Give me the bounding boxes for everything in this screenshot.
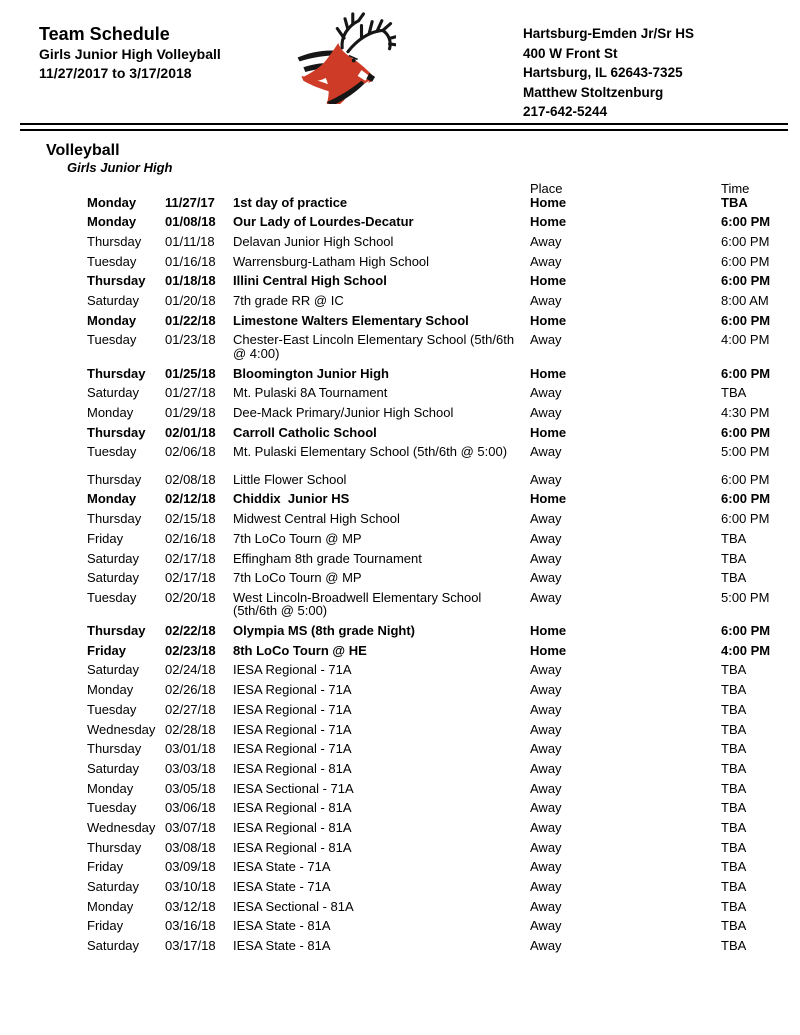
row-time: 5:00 PM	[721, 444, 770, 460]
row-date: 02/15/18	[165, 511, 216, 527]
schedule-row	[87, 235, 800, 249]
schedule-row	[87, 215, 800, 229]
row-place: Away	[530, 918, 562, 934]
row-date: 02/12/18	[165, 491, 216, 507]
row-day: Monday	[87, 312, 137, 328]
row-place: Away	[530, 471, 562, 487]
row-date: 01/23/18	[165, 332, 216, 348]
row-day: Saturday	[87, 879, 140, 894]
schedule-row	[87, 624, 800, 638]
schedule-row	[87, 742, 800, 756]
schedule-row	[87, 880, 800, 894]
row-place: Away	[530, 385, 562, 401]
stag-head-logo-icon	[296, 12, 396, 104]
row-place: Home	[530, 491, 567, 507]
row-place: Away	[530, 662, 562, 678]
row-time: TBA	[721, 530, 747, 546]
row-opponent: IESA Sectional - 71A	[233, 780, 354, 796]
row-day: Monday	[87, 898, 134, 914]
row-opponent: Our Lady of Lourdes-Decatur	[233, 214, 414, 230]
school-city: Hartsburg, IL 62643-7325	[523, 65, 683, 80]
row-opponent: IESA Sectional - 81A	[233, 898, 354, 914]
row-date: 02/01/18	[165, 424, 216, 440]
row-time: TBA	[721, 682, 747, 698]
row-day: Friday	[87, 918, 124, 934]
row-day: Thursday	[87, 365, 146, 381]
row-time: TBA	[721, 800, 747, 816]
school-street: 400 W Front St	[523, 45, 618, 61]
row-time: TBA	[721, 385, 747, 401]
row-opponent: Chester-East Lincoln Elementary School (5th/6th @ 4:00)	[233, 332, 518, 361]
contact-name: Matthew Stoltzenburg	[523, 84, 664, 100]
row-opponent: Warrensburg-Latham High School	[233, 253, 430, 269]
schedule-rows	[87, 196, 800, 953]
row-time: 4:00 PM	[721, 332, 770, 348]
row-day: Saturday	[87, 662, 140, 678]
row-date: 03/07/18	[165, 819, 216, 835]
row-day: Thursday	[87, 511, 142, 527]
row-day: Saturday	[87, 570, 140, 586]
schedule-row	[87, 274, 800, 288]
row-day: Friday	[87, 859, 124, 875]
row-day: Thursday	[87, 741, 142, 757]
row-place: Away	[530, 741, 562, 757]
row-day: Monday	[87, 194, 137, 210]
row-time: 6:00 PM	[721, 253, 770, 269]
row-place: Home	[530, 273, 567, 289]
row-place: Away	[530, 511, 562, 527]
row-time: 6:00 PM	[721, 623, 771, 639]
schedule-row	[87, 386, 800, 400]
row-date: 02/27/18	[165, 701, 216, 717]
schedule-row	[87, 939, 800, 953]
row-day: Monday	[87, 682, 134, 698]
row-day: Thursday	[87, 273, 146, 289]
row-date: 03/17/18	[165, 938, 216, 954]
row-time: TBA	[721, 879, 747, 894]
row-day: Wednesday	[87, 721, 156, 737]
row-time: TBA	[721, 721, 747, 737]
row-day: Monday	[87, 491, 137, 507]
row-place: Away	[530, 819, 562, 835]
row-day: Tuesday	[87, 444, 137, 460]
row-place: Away	[530, 444, 562, 460]
schedule-row	[87, 821, 800, 835]
schedule-row	[87, 782, 800, 796]
schedule-row	[87, 367, 800, 381]
row-opponent: Little Flower School	[233, 471, 347, 487]
row-date: 02/23/18	[165, 642, 216, 658]
row-time: 6:00 PM	[721, 491, 771, 507]
row-date: 01/11/18	[165, 233, 215, 249]
row-date: 02/17/18	[165, 550, 216, 566]
row-opponent: 8th LoCo Tourn @ HE	[233, 642, 367, 658]
row-day: Saturday	[87, 938, 140, 954]
row-time: 6:00 PM	[721, 471, 770, 487]
row-time: TBA	[721, 839, 747, 855]
schedule-row	[87, 801, 800, 815]
row-date: 01/29/18	[165, 404, 216, 420]
row-day: Tuesday	[87, 589, 137, 605]
row-day: Saturday	[87, 760, 140, 776]
row-date: 02/08/18	[165, 471, 216, 487]
row-time: 6:00 PM	[721, 312, 771, 328]
row-time: TBA	[721, 194, 748, 210]
row-opponent: Carroll Catholic School	[233, 424, 377, 440]
row-day: Wednesday	[87, 819, 156, 835]
schedule-row	[87, 683, 800, 697]
row-place: Home	[530, 642, 567, 658]
row-place: Home	[530, 365, 567, 381]
schedule-row	[87, 426, 800, 440]
row-time: 6:00 PM	[721, 214, 771, 230]
row-time: TBA	[721, 662, 747, 678]
row-time: TBA	[721, 938, 747, 954]
row-place: Home	[530, 194, 567, 210]
row-opponent: 1st day of practice	[233, 194, 348, 210]
row-day: Thursday	[87, 424, 146, 440]
row-date: 02/17/18	[165, 570, 216, 586]
row-time: 6:00 PM	[721, 511, 770, 527]
row-day: Tuesday	[87, 701, 137, 717]
row-place: Away	[530, 780, 562, 796]
row-time: TBA	[721, 550, 747, 566]
row-date: 02/06/18	[165, 444, 216, 460]
row-place: Away	[530, 682, 562, 698]
row-day: Saturday	[87, 385, 140, 401]
row-date: 01/22/18	[165, 312, 216, 328]
schedule-row	[87, 196, 800, 210]
row-day: Monday	[87, 780, 134, 796]
schedule-row	[87, 255, 800, 269]
row-place: Away	[530, 292, 562, 308]
date-range: 11/27/2017 to 3/17/2018	[39, 65, 192, 81]
row-date: 11/27/17	[165, 194, 215, 210]
schedule-row	[87, 919, 800, 933]
row-place: Away	[530, 800, 562, 816]
row-date: 03/03/18	[165, 760, 216, 776]
row-date: 01/25/18	[165, 365, 216, 381]
schedule-row	[87, 571, 800, 585]
row-opponent: Chiddix Junior HS	[233, 491, 350, 507]
page-title: Team Schedule	[39, 24, 170, 44]
row-date: 02/26/18	[165, 682, 216, 698]
schedule-row	[87, 552, 800, 566]
row-opponent: Mt. Pulaski Elementary School (5th/6th @ 5:00)	[233, 444, 508, 460]
row-date: 03/10/18	[165, 879, 216, 894]
row-place: Home	[530, 214, 567, 230]
row-opponent: 7th LoCo Tourn @ MP	[233, 530, 362, 546]
row-date: 02/16/18	[165, 530, 216, 546]
row-time: TBA	[721, 780, 747, 796]
row-opponent: IESA Regional - 71A	[233, 682, 352, 698]
schedule-row	[87, 314, 800, 328]
row-time: TBA	[721, 741, 747, 757]
row-place: Away	[530, 332, 562, 348]
schedule-row	[87, 860, 800, 874]
row-time: 8:00 AM	[721, 292, 769, 308]
row-date: 03/16/18	[165, 918, 216, 934]
row-time: TBA	[721, 819, 747, 835]
row-day: Thursday	[87, 471, 142, 487]
row-date: 02/20/18	[165, 589, 216, 605]
row-time: 5:00 PM	[721, 589, 770, 605]
row-date: 01/27/18	[165, 385, 216, 401]
row-date: 01/16/18	[165, 253, 216, 269]
row-place: Away	[530, 859, 562, 875]
double-rule-divider	[20, 123, 788, 131]
schedule-row	[87, 663, 800, 677]
row-day: Saturday	[87, 292, 140, 308]
sport-heading: Volleyball	[46, 142, 120, 159]
row-date: 03/08/18	[165, 839, 216, 855]
row-opponent: Midwest Central High School	[233, 511, 400, 527]
row-opponent: Olympia MS (8th grade Night)	[233, 623, 416, 639]
time-column-header: Time	[721, 181, 750, 196]
schedule-row	[87, 591, 800, 618]
row-date: 02/22/18	[165, 623, 216, 639]
row-opponent: 7th grade RR @ IC	[233, 292, 344, 308]
row-opponent: Dee-Mack Primary/Junior High School	[233, 404, 454, 420]
row-date: 02/24/18	[165, 662, 216, 678]
row-place: Away	[530, 839, 562, 855]
row-day: Tuesday	[87, 253, 137, 269]
row-date: 03/12/18	[165, 898, 216, 914]
row-opponent: Effingham 8th grade Tournament	[233, 550, 422, 566]
row-day: Friday	[87, 530, 124, 546]
row-day: Thursday	[87, 623, 146, 639]
row-place: Away	[530, 253, 562, 269]
schedule-row	[87, 703, 800, 717]
row-opponent: IESA Regional - 81A	[233, 839, 352, 855]
row-opponent: Limestone Walters Elementary School	[233, 312, 469, 328]
row-day: Friday	[87, 642, 127, 658]
row-place: Away	[530, 233, 562, 249]
row-day: Monday	[87, 214, 137, 230]
row-opponent: IESA Regional - 81A	[233, 760, 352, 776]
row-place: Away	[530, 898, 562, 914]
row-day: Monday	[87, 404, 134, 420]
schedule-row	[87, 512, 800, 526]
schedule-row	[87, 492, 800, 506]
place-column-header: Place	[530, 181, 563, 196]
schedule-row	[87, 900, 800, 914]
row-time: TBA	[721, 918, 747, 934]
row-date: 01/20/18	[165, 292, 216, 308]
row-opponent: Illini Central High School	[233, 273, 387, 289]
row-place: Away	[530, 589, 562, 605]
school-info-block	[523, 24, 694, 122]
schedule-row	[87, 762, 800, 776]
schedule-row	[87, 445, 800, 459]
row-place: Away	[530, 721, 562, 737]
row-time: TBA	[721, 760, 747, 776]
row-day: Saturday	[87, 550, 140, 566]
schedule-row	[87, 333, 800, 360]
row-time: 6:00 PM	[721, 273, 771, 289]
row-time: TBA	[721, 859, 747, 875]
row-place: Home	[530, 312, 567, 328]
row-opponent: IESA State - 81A	[233, 918, 331, 934]
row-place: Away	[530, 938, 562, 954]
row-opponent: IESA State - 71A	[233, 879, 331, 894]
row-opponent: IESA Regional - 81A	[233, 800, 352, 816]
schedule-row	[87, 723, 800, 737]
row-time: 6:00 PM	[721, 365, 771, 381]
schedule-row	[87, 294, 800, 308]
row-opponent: Bloomington Junior High	[233, 365, 389, 381]
team-subheading: Girls Junior High	[67, 160, 173, 175]
row-opponent: IESA Regional - 71A	[233, 701, 352, 717]
row-opponent: Mt. Pulaski 8A Tournament	[233, 385, 388, 401]
row-place: Home	[530, 623, 567, 639]
row-place: Away	[530, 879, 562, 894]
row-opponent: IESA Regional - 71A	[233, 741, 352, 757]
row-place: Away	[530, 550, 562, 566]
row-opponent: IESA Regional - 71A	[233, 662, 352, 678]
row-date: 03/09/18	[165, 859, 216, 875]
row-date: 02/28/18	[165, 721, 216, 737]
schedule-row	[87, 406, 800, 420]
school-name: Hartsburg-Emden Jr/Sr HS	[523, 26, 695, 41]
row-day: Tuesday	[87, 800, 137, 816]
team-name: Girls Junior High Volleyball	[39, 46, 221, 62]
row-time: TBA	[721, 898, 747, 914]
row-place: Away	[530, 760, 562, 776]
row-place: Home	[530, 424, 567, 440]
row-time: 4:00 PM	[721, 642, 771, 658]
row-day: Thursday	[87, 839, 142, 855]
row-time: 4:30 PM	[721, 404, 770, 420]
schedule-row	[87, 473, 800, 487]
row-day: Tuesday	[87, 332, 137, 348]
row-place: Away	[530, 570, 562, 586]
schedule-row	[87, 532, 800, 546]
row-opponent: West Lincoln-Broadwell Elementary School (5th/6th @ 5:00)	[233, 589, 485, 619]
row-place: Away	[530, 530, 562, 546]
row-opponent: 7th LoCo Tourn @ MP	[233, 570, 362, 586]
row-time: 6:00 PM	[721, 424, 771, 440]
row-date: 01/08/18	[165, 214, 216, 230]
row-time: TBA	[721, 570, 747, 586]
schedule-row	[87, 644, 800, 658]
schedule-table	[87, 182, 800, 959]
row-opponent: IESA State - 71A	[233, 859, 331, 875]
row-opponent: IESA Regional - 71A	[233, 721, 352, 737]
row-opponent: IESA Regional - 81A	[233, 819, 352, 835]
table-header-row	[87, 182, 800, 196]
row-date: 01/18/18	[165, 273, 216, 289]
row-place: Away	[530, 701, 562, 717]
row-time: 6:00 PM	[721, 233, 770, 249]
row-date: 03/06/18	[165, 800, 216, 816]
contact-phone: 217-642-5244	[523, 104, 608, 119]
row-opponent: Delavan Junior High School	[233, 233, 394, 249]
row-opponent: IESA State - 81A	[233, 938, 331, 954]
schedule-row	[87, 841, 800, 855]
row-date: 03/05/18	[165, 780, 216, 796]
report-header-left	[39, 24, 221, 82]
row-time: TBA	[721, 701, 747, 717]
row-date: 03/01/18	[165, 741, 216, 757]
row-place: Away	[530, 404, 562, 420]
row-day: Thursday	[87, 233, 142, 249]
